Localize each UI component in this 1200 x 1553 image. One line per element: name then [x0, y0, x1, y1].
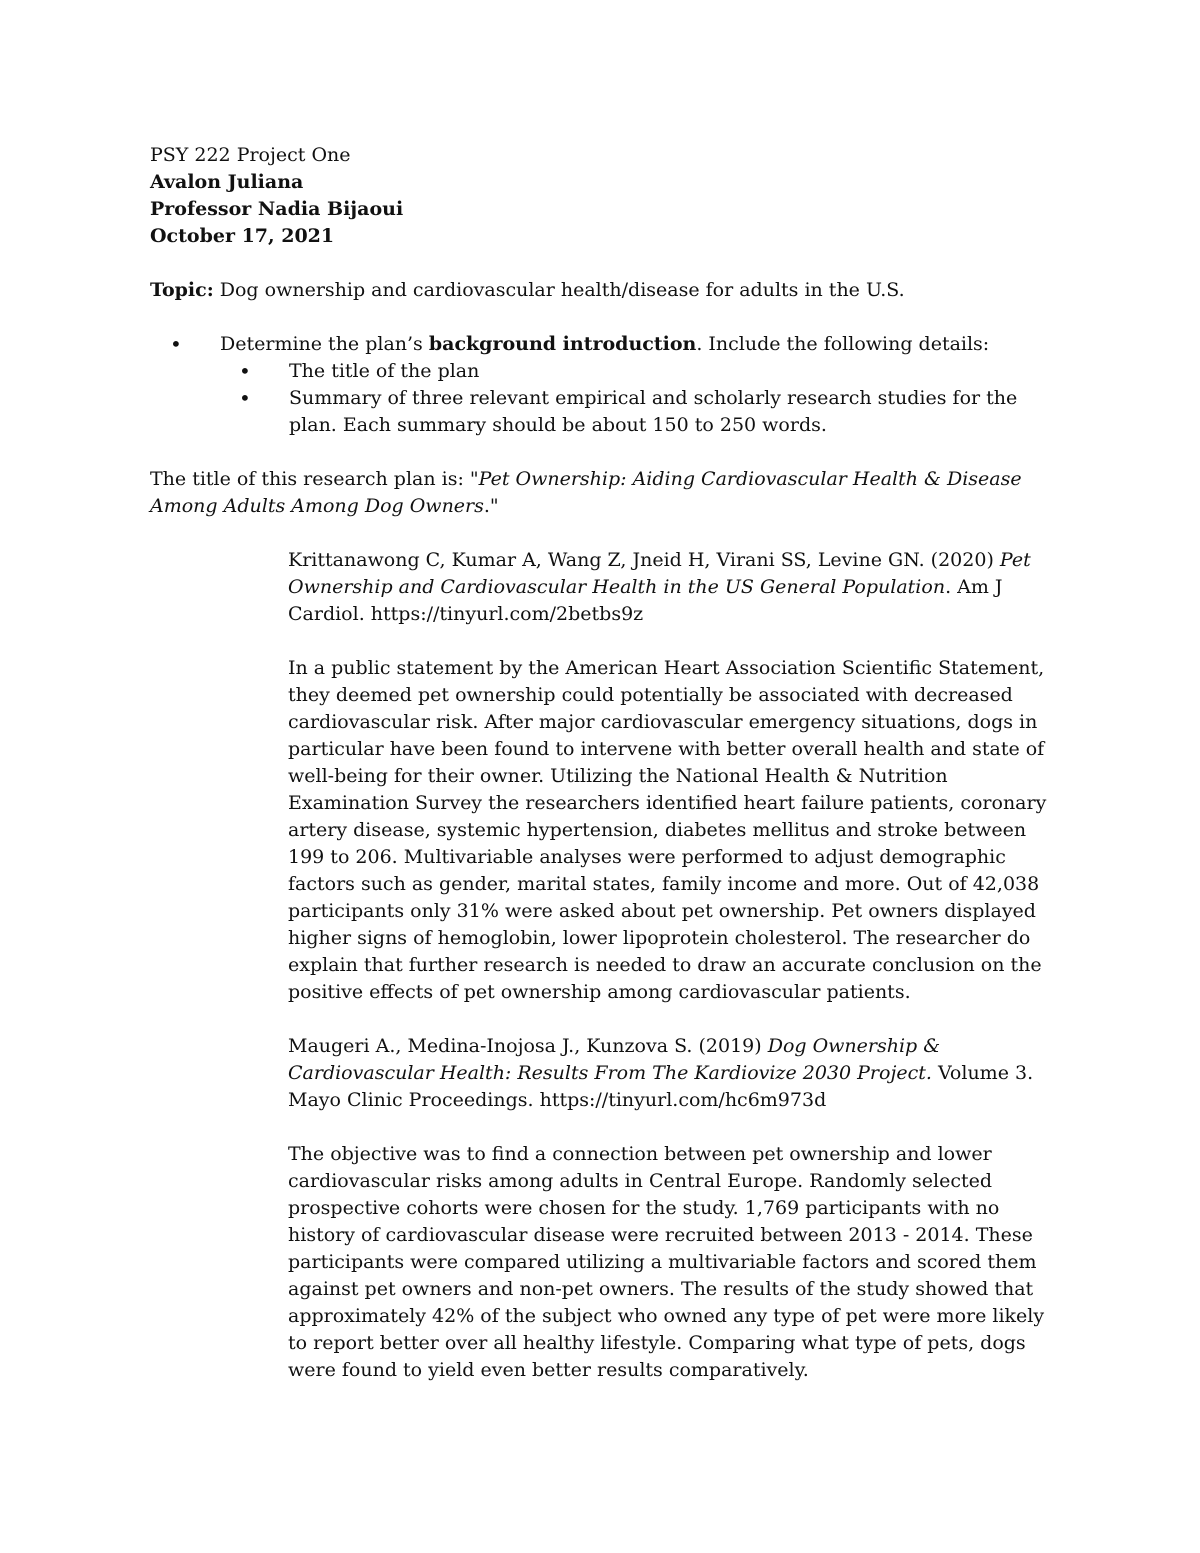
study-summary: In a public statement by the American Heart Association Scientific Statement, they deemed pet ownership could potentially be associated with decreased cardiovascular risk. After major cardiovascular emergency situations, dogs in particular have been found to intervene with better overall health and state of well-being for their owner. Utilizing the National Health & Nutrition Examination Survey the researchers identified heart failure patients, coronary artery disease, systemic hypertension, diabetes mellitus and stroke between 199 to 206. Multivariable analyses were performed to adjust demographic factors such as gender, marital states, family income and more. Out of 42,038 participants only 31% were asked about pet ownership. Pet owners displayed higher signs of hemoglobin, lower lipoprotein cholesterol. The researcher do explain that further research is needed to draw an accurate conclusion on the positive effects of pet ownership among cardiovascular patients. [288, 657, 1047, 1003]
instruction-item [150, 331, 1060, 358]
citation-source: Volume 3. Mayo Clinic Proceedings. https://tinyurl.com/hc6m973d [288, 1062, 1034, 1111]
document-date: October 17, 2021 [150, 225, 335, 247]
topic-line [150, 277, 1060, 304]
topic-text: Dog ownership and cardiovascular health/disease for adults in the U.S. [213, 279, 905, 301]
instruction-bold: background introduction [428, 333, 697, 355]
sub-list-item: • Summary of three relevant empirical and scholarly research studies for the plan. Each summary should be about 150 to 250 words. [150, 385, 1060, 439]
citation-authors: Krittanawong C, Kumar A, Wang Z, Jneid H, Virani SS, Levine GN. (2020) [288, 549, 1000, 571]
study-2 [288, 1033, 1050, 1384]
study-citation [288, 1033, 1050, 1114]
citation-title: Pet Ownership and Cardiovascular Health in the US General Population [288, 549, 1031, 598]
study-summary: The objective was to find a connection between pet ownership and lower cardiovascular risks among adults in Central Europe. Randomly selected prospective cohorts were chosen for the study. 1,769 participants with no history of cardiovascular disease were recruited between 2013 - 2014. These participants were compared utilizing a multivariable factors and scored them against pet owners and non-pet owners. The results of the study showed that approximately 42% of the subject who owned any type of pet were more likely to report better over all healthy lifestyle. Comparing what type of pets, dogs were found to yield even better results comparatively. [288, 1143, 1045, 1381]
document-page [150, 142, 1060, 1384]
citation-source: . Am J Cardiol. https://tinyurl.com/2betbs9z [288, 576, 1003, 625]
citation-title: Dog Ownership & Cardiovascular Health: Results From The Kardiovize 2030 Project. [288, 1035, 941, 1084]
instruction-sub-list [150, 358, 1060, 439]
research-title-statement [150, 466, 1060, 520]
topic-label: Topic: [150, 279, 214, 301]
instruction-list [150, 331, 1060, 358]
instruction-prefix: Determine the plan’s [220, 333, 429, 355]
study-1 [288, 547, 1050, 1033]
student-name: Avalon Juliana [150, 171, 304, 193]
research-plan-title: Pet Ownership: Aiding Cardiovascular Health & Disease Among Adults Among Dog Owners [150, 468, 1022, 517]
title-prefix: The title of this research plan is: " [150, 468, 479, 490]
instruction-suffix: . Include the following details: [696, 333, 990, 355]
professor-name: Professor Nadia Bijaoui [150, 198, 404, 220]
header-block [150, 142, 1060, 250]
citation-authors: Maugeri A., Medina-Inojosa J., Kunzova S. (2019) [288, 1035, 768, 1057]
study-citation [288, 547, 1050, 628]
title-suffix: ." [483, 495, 499, 517]
sub-list-item: • The title of the plan [150, 358, 1060, 385]
course-title: PSY 222 Project One [150, 144, 351, 166]
